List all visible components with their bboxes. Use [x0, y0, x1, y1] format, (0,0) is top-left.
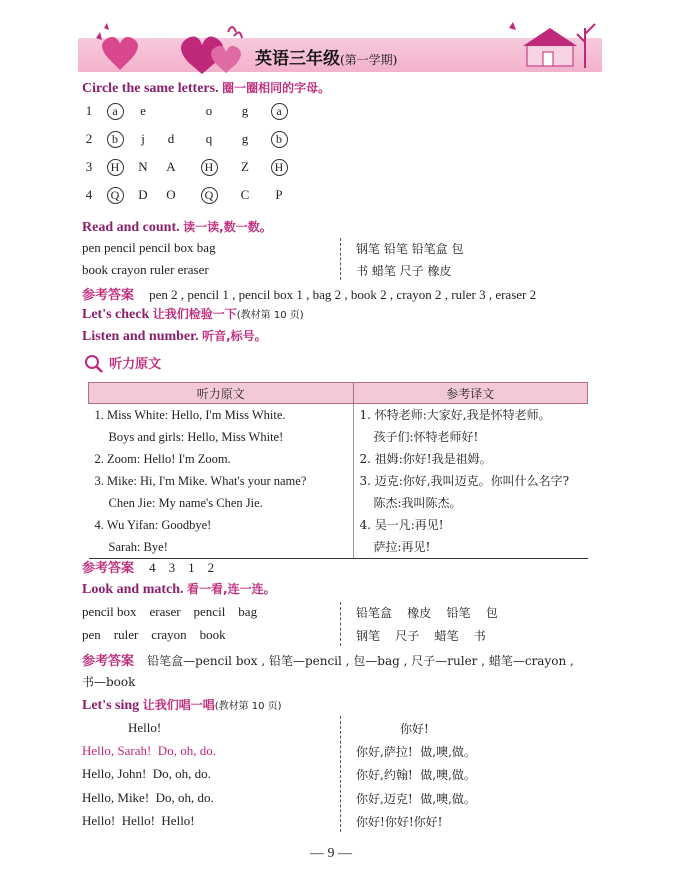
table-row: 3. Mike: Hi, I'm Mike. What's your name? [94, 474, 307, 488]
house-decoration-icon [505, 14, 605, 74]
read-translation-line1: 钢笔 铅笔 铅笔盒 包 [356, 242, 464, 256]
letter: C [240, 187, 250, 202]
table-header-script: 听力原文 [89, 383, 354, 404]
lets-sing-heading: Let's sing 让我们唱一唱(教材第 10 页) [82, 698, 282, 713]
look-answer: 参考答案 铅笔盒—pencil box , 铅笔—pencil , 包—bag , 尺子—ruler , 蜡笔—crayon , [82, 654, 574, 669]
hearts-decoration-icon [78, 18, 248, 76]
letter: e [140, 103, 146, 118]
letter: P [275, 187, 283, 202]
circled-letter: a [270, 103, 288, 120]
table-row: 4. 吴一凡:再见! [359, 518, 444, 532]
read-count-heading: Read and count. 读一读,数一数。 [82, 220, 272, 235]
circled-letter: a [106, 103, 124, 120]
circle-letters-heading: Circle the same letters. 圈一圈相同的字母。 [82, 81, 331, 96]
song-translation-line: 你好,迈克! 做,噢,做。 [356, 792, 476, 806]
row-number: 4 [85, 187, 93, 202]
look-match-heading: Look and match. 看一看,连一连。 [82, 582, 276, 597]
table-row: 陈杰:我叫陈杰。 [373, 496, 462, 510]
divider [340, 602, 341, 646]
script-column [89, 404, 354, 559]
song-line: Hello, John! Do, oh, do. [82, 766, 211, 781]
read-words-line1: pen pencil pencil box bag [82, 240, 216, 255]
table-row: 2. 祖姆:你好!我是祖姆。 [359, 452, 492, 466]
song-line: Hello, Mike! Do, oh, do. [82, 790, 214, 805]
circled-letter: H [200, 159, 218, 176]
look-translation-line1: 铅笔盒 橡皮 铅笔 包 [356, 606, 498, 620]
listen-number-heading: Listen and number. 听音,标号。 [82, 329, 267, 344]
table-row: 1. 怀特老师:大家好,我是怀特老师。 [359, 408, 551, 422]
letter: g [241, 131, 249, 146]
read-answer: 参考答案 pen 2 , pencil 1 , pencil box 1 , bag 2 , book 2 , crayon 2 , ruler 3 , eraser 2 [82, 287, 537, 303]
song-translation-line: 你好! [400, 722, 429, 736]
letter: o [205, 103, 213, 118]
table-header-translation: 参考译文 [353, 383, 588, 404]
letter: A [166, 159, 176, 174]
table-row: 萨拉:再见! [373, 540, 431, 554]
letter: Z [241, 159, 249, 174]
table-row: Boys and girls: Hello, Miss White! [108, 430, 284, 444]
circled-letter: b [270, 131, 288, 148]
listening-table [88, 382, 588, 559]
table-row: Chen Jie: My name's Chen Jie. [108, 496, 263, 510]
look-words-line1: pencil box eraser pencil bag [82, 604, 258, 619]
look-words-line2: pen ruler crayon book [82, 627, 226, 642]
circled-letter: Q [106, 187, 124, 204]
listen-answer: 参考答案 4 3 1 2 [82, 560, 215, 576]
lets-check-heading: Let's check 让我们检验一下(教材第 10 页) [82, 307, 304, 322]
row-number: 1 [85, 103, 93, 118]
letter: O [166, 187, 176, 202]
row-number: 3 [85, 159, 93, 174]
magnifier-icon [84, 354, 104, 374]
letter: g [241, 103, 249, 118]
letter: d [167, 131, 175, 146]
circled-letter: H [106, 159, 124, 176]
table-row: Sarah: Bye! [108, 540, 168, 554]
read-translation-line2: 书 蜡笔 尺子 橡皮 [356, 264, 452, 278]
page-header-title: 英语三年级(第一学期) [255, 49, 398, 69]
page-number: — 9 — [310, 846, 352, 861]
divider [340, 238, 341, 280]
table-row: 2. Zoom: Hello! I'm Zoom. [94, 452, 231, 466]
row-number: 2 [85, 131, 93, 146]
letter: N [138, 159, 148, 174]
translation-column [353, 404, 588, 559]
circle-letters-grid [80, 103, 380, 215]
circled-letter: b [106, 131, 124, 148]
letter: j [141, 131, 145, 146]
table-row: 4. Wu Yifan: Goodbye! [94, 518, 212, 532]
divider [340, 716, 341, 832]
table-row: 孩子们:怀特老师好! [373, 430, 479, 444]
song-translation-line: 你好,约翰! 做,噢,做。 [356, 768, 476, 782]
song-line: Hello, Sarah! Do, oh, do. [82, 743, 216, 758]
song-translation-line: 你好,萨拉! 做,噢,做。 [356, 745, 476, 759]
song-line: Hello! [128, 720, 162, 735]
listening-script-title: 听力原文 [84, 353, 161, 374]
circled-letter: Q [200, 187, 218, 204]
song-translation-line: 你好!你好!你好! [356, 815, 443, 829]
letter: D [138, 187, 148, 202]
read-words-line2: book crayon ruler eraser [82, 262, 209, 277]
song-line: Hello! Hello! Hello! [82, 813, 195, 828]
look-answer-line2: 书—book [82, 675, 136, 689]
circled-letter: H [270, 159, 288, 176]
look-translation-line2: 钢笔 尺子 蜡笔 书 [356, 629, 486, 643]
letter: q [205, 131, 213, 146]
table-row: 1. Miss White: Hello, I'm Miss White. [94, 408, 286, 422]
table-row: 3. 迈克:你好,我叫迈克。你叫什么名字? [359, 474, 570, 488]
